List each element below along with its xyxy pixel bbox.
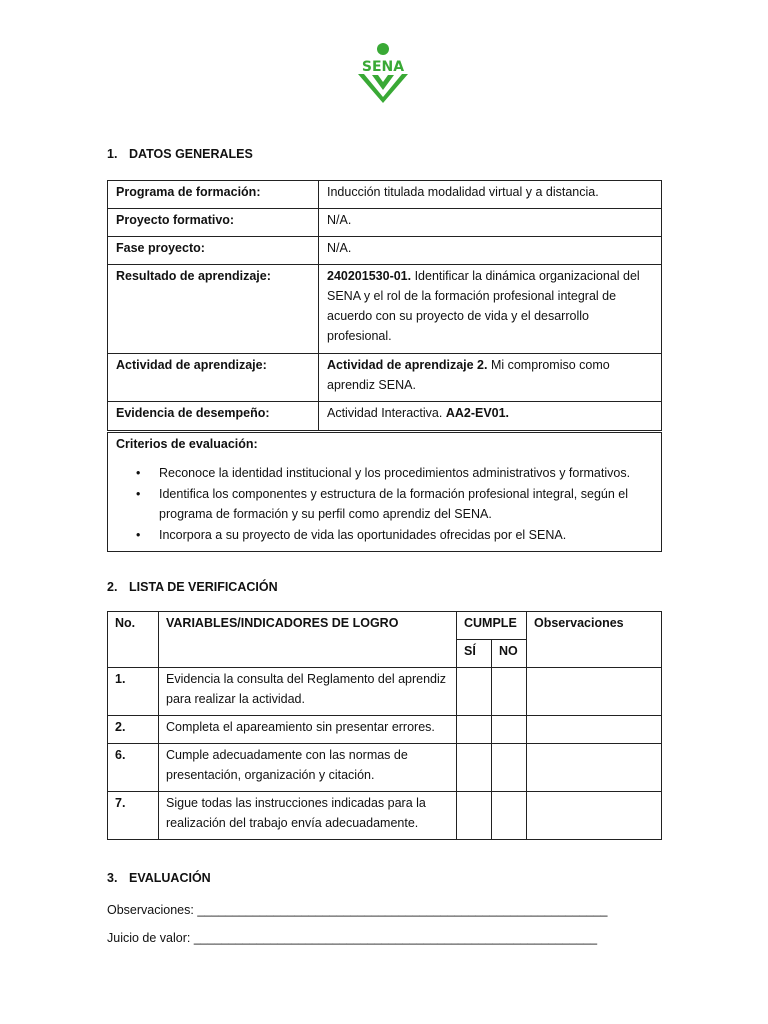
observaciones-line: [107, 903, 608, 917]
table-header-row: [108, 612, 662, 640]
actividad-label: Actividad de aprendizaje:: [108, 354, 319, 402]
resultado-label: Resultado de aprendizaje:: [108, 265, 319, 354]
no-cell[interactable]: [492, 716, 527, 744]
row-indicator: Sigue todas las instrucciones indicadas para la realización del trabajo envía adecuadamente.: [159, 792, 457, 840]
col-variables-header: VARIABLES/INDICADORES DE LOGRO: [159, 612, 457, 668]
programa-value: Inducción titulada modalidad virtual y a distancia.: [319, 181, 662, 209]
si-cell[interactable]: [457, 716, 492, 744]
no-cell[interactable]: [492, 792, 527, 840]
list-item: • Incorpora a su proyecto de vida las oportunidades ofrecidas por el SENA.: [159, 525, 661, 546]
evidencia-value: [319, 402, 662, 431]
row-number: 1.: [108, 668, 159, 716]
col-no-header: No.: [108, 612, 159, 668]
row-indicator: Completa el apareamiento sin presentar errores.: [159, 716, 457, 744]
juicio-line: [107, 931, 597, 945]
si-cell[interactable]: [457, 668, 492, 716]
col-si-header: SÍ: [457, 640, 492, 668]
evidencia-code: AA2-EV01.: [445, 406, 510, 420]
table-row: [108, 402, 662, 431]
observaciones-cell[interactable]: [527, 792, 662, 840]
lista-verificacion-table: [107, 611, 662, 840]
col-cumple-header: CUMPLE: [457, 612, 527, 640]
evidencia-text: Actividad Interactiva.: [327, 406, 446, 420]
table-row: [108, 716, 662, 744]
fase-label: Fase proyecto:: [108, 237, 319, 265]
table-row: [108, 181, 662, 209]
table-row: [108, 744, 662, 792]
row-number: 2.: [108, 716, 159, 744]
section-3-title: 3. EVALUACIÓN: [107, 871, 211, 885]
proyecto-label: Proyecto formativo:: [108, 209, 319, 237]
juicio-blank[interactable]: __________________________________________________________: [193, 931, 598, 945]
criterios-title: Criterios de evaluación:: [116, 437, 258, 451]
actividad-text: Mi compromiso como aprendiz SENA.: [327, 358, 610, 392]
proyecto-value: N/A.: [319, 209, 662, 237]
actividad-value: [319, 354, 662, 402]
table-row: [108, 209, 662, 237]
table-row: [108, 265, 662, 354]
row-indicator: Evidencia la consulta del Reglamento del aprendiz para realizar la actividad.: [159, 668, 457, 716]
list-item: • Reconoce la identidad institucional y los procedimientos administrativos y formativos.: [159, 463, 661, 484]
actividad-bold: Actividad de aprendizaje 2.: [327, 358, 488, 372]
row-number: 7.: [108, 792, 159, 840]
no-cell[interactable]: [492, 668, 527, 716]
criterios-list: [108, 463, 661, 545]
section-1-title: 1. DATOS GENERALES: [107, 147, 253, 161]
row-indicator: Cumple adecuadamente con las normas de presentación, organización y citación.: [159, 744, 457, 792]
sena-logo-text: SENA: [361, 59, 405, 75]
section-2-title: 2. LISTA DE VERIFICACIÓN: [107, 580, 278, 594]
table-row: [108, 668, 662, 716]
programa-label: Programa de formación:: [108, 181, 319, 209]
resultado-code: 240201530-01.: [327, 269, 412, 283]
no-cell[interactable]: [492, 744, 527, 792]
list-item: • Identifica los componentes y estructura de la formación profesional integral, según el programa de formación y su perfil como aprendiz del SENA.: [159, 484, 661, 525]
table-row: [108, 237, 662, 265]
sena-logo: [352, 42, 414, 104]
row-number: 6.: [108, 744, 159, 792]
observaciones-blank[interactable]: ___________________________________________________________: [197, 903, 608, 917]
juicio-label: Juicio de valor:: [107, 931, 194, 945]
si-cell[interactable]: [457, 792, 492, 840]
observaciones-cell[interactable]: [527, 668, 662, 716]
evidencia-label: Evidencia de desempeño:: [108, 402, 319, 431]
observaciones-cell[interactable]: [527, 744, 662, 792]
col-observaciones-header: Observaciones: [527, 612, 662, 668]
observaciones-cell[interactable]: [527, 716, 662, 744]
table-row: [108, 354, 662, 402]
fase-value: N/A.: [319, 237, 662, 265]
col-no-answer-header: NO: [492, 640, 527, 668]
criterios-box: [107, 432, 662, 552]
observaciones-label: Observaciones:: [107, 903, 198, 917]
resultado-value: [319, 265, 662, 354]
resultado-text: Identificar la dinámica organizacional del SENA y el rol de la formación profesional integral de acuerdo con su proyecto de vida y el desarrollo profesional.: [327, 269, 640, 343]
si-cell[interactable]: [457, 744, 492, 792]
datos-generales-table: [107, 180, 662, 431]
table-row: [108, 792, 662, 840]
